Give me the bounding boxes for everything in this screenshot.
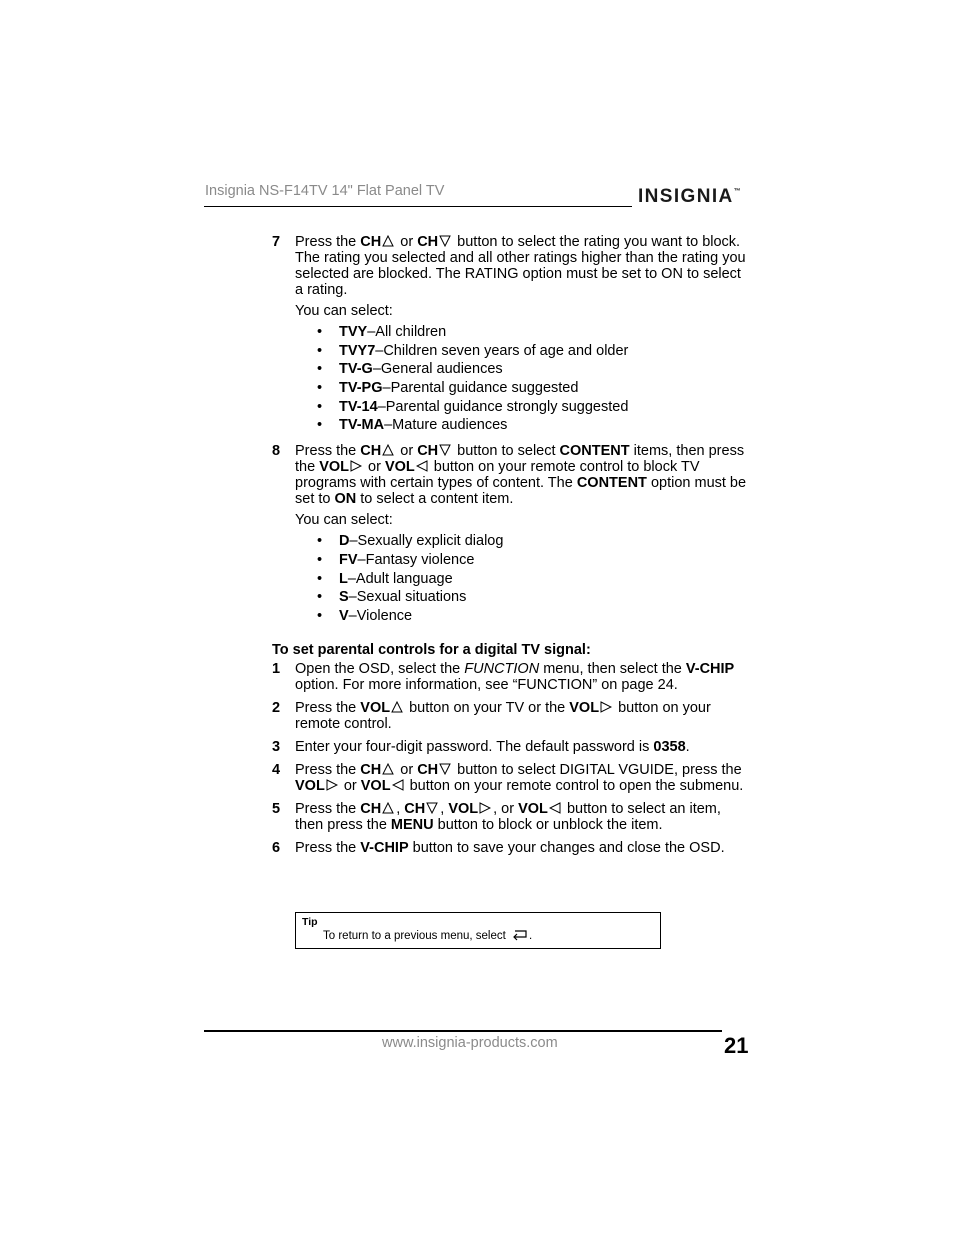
footer-divider (204, 1030, 722, 1032)
list-item (317, 416, 750, 435)
text: To return to a previous menu, select (323, 930, 510, 942)
triangle-down-icon (439, 235, 451, 247)
text: or (396, 234, 418, 250)
ch-label: CH (360, 443, 382, 460)
text: , or (493, 800, 519, 817)
step-text (295, 443, 750, 507)
digital-step-3 (272, 739, 750, 755)
item-desc: –Parental guidance suggested (382, 380, 579, 397)
vol-label: VOL (319, 459, 349, 476)
content-label: CONTENT (576, 475, 647, 492)
item-desc: –Sexual situations (348, 589, 467, 606)
you-can-select: You can select: (295, 303, 393, 319)
triangle-down-icon (439, 763, 451, 775)
step-7 (272, 234, 750, 435)
text: option must be set to (295, 475, 747, 508)
vol-label: VOL (518, 800, 548, 817)
list-item (317, 570, 750, 589)
text: button to select the rating you want to block. The rating you selected and all other ratings higher than the rating you selected are blocked. The RATING option must be set to ON to select a rating. (295, 234, 746, 298)
text: to select a content item. (356, 491, 514, 508)
ch-label: CH (360, 800, 382, 817)
item-code: D (339, 533, 350, 550)
triangle-left-icon (392, 779, 404, 791)
step-text (295, 700, 750, 732)
item-code: TVY7 (339, 342, 376, 359)
text: or (396, 761, 418, 778)
triangle-left-icon (549, 802, 561, 814)
item-desc: –Adult language (347, 570, 453, 587)
text: Press the (295, 800, 361, 817)
step-number: 5 (272, 800, 281, 817)
ch-label: CH (360, 761, 382, 778)
item-code: S (339, 589, 349, 606)
text: button to select (453, 443, 560, 460)
triangle-right-icon (479, 802, 491, 814)
text: button on your remote control to open the submenu. (405, 777, 744, 794)
step-number: 6 (272, 839, 281, 856)
ch-label: CH (417, 761, 439, 778)
item-code: FV (339, 551, 358, 568)
text: Press the (295, 699, 361, 716)
step-text (295, 840, 750, 856)
text: button on your remote control to block TV programs with certain types of content. The (295, 459, 700, 492)
list-item (317, 607, 750, 626)
text: button on your remote control. (295, 699, 711, 732)
digital-step-5 (272, 801, 750, 833)
step-number: 1 (272, 660, 281, 677)
digital-step-1 (272, 661, 750, 693)
triangle-up-icon (382, 763, 394, 775)
logo-trademark: ™ (733, 188, 741, 195)
step-text (295, 234, 750, 298)
ch-label: CH (417, 443, 439, 460)
ch-label: CH (417, 234, 439, 250)
text: , (396, 800, 405, 817)
item-code: TVY (339, 324, 368, 340)
you-can-select: You can select: (295, 512, 393, 529)
step-text (295, 762, 750, 794)
text: , (440, 800, 449, 817)
item-code: TV-PG (339, 380, 383, 397)
item-desc: –All children (367, 324, 447, 340)
section-heading: To set parental controls for a digital TV signal: (272, 641, 591, 658)
item-desc: –Fantasy violence (357, 551, 475, 568)
logo-text: INSIGNIA (638, 186, 734, 207)
list-item (317, 551, 750, 570)
page-content (272, 234, 750, 856)
item-code: L (339, 570, 348, 587)
item-code: TV-G (339, 361, 373, 378)
content-list (295, 532, 750, 625)
step-number: 3 (272, 738, 281, 755)
header-divider (204, 206, 632, 207)
text: button to block or unblock the item. (433, 816, 663, 833)
text: button to select an item, then press the (295, 800, 721, 833)
ch-label: CH (360, 234, 382, 250)
vol-label: VOL (295, 777, 325, 794)
step-number: 8 (272, 443, 281, 460)
password-value: 0358 (653, 738, 686, 755)
text: Press the (295, 839, 361, 856)
triangle-up-icon (382, 802, 394, 814)
insignia-logo (638, 186, 741, 208)
return-arrow-icon (511, 929, 529, 941)
step-number: 7 (272, 234, 281, 250)
text: Press the (295, 761, 361, 778)
tip-box (295, 912, 661, 949)
digital-step-4 (272, 762, 750, 794)
step-text (295, 661, 750, 693)
function-label: FUNCTION (464, 660, 540, 677)
vchip-label: V-CHIP (685, 660, 735, 677)
text: Press the (295, 443, 361, 460)
step-text (295, 801, 750, 833)
text: button to select DIGITAL VGUIDE, press the (453, 761, 742, 778)
triangle-right-icon (350, 460, 362, 472)
item-desc: –Children seven years of age and older (375, 342, 629, 359)
item-code: V (339, 607, 349, 624)
content-label: CONTENT (559, 443, 630, 460)
menu-label: MENU (390, 816, 434, 833)
footer-url: www.insignia-products.com (382, 1035, 558, 1051)
vol-label: VOL (360, 777, 391, 794)
tip-text (323, 929, 532, 942)
text: or (364, 459, 385, 476)
list-item (317, 360, 750, 379)
text: or (396, 443, 418, 460)
list-item (317, 398, 750, 417)
item-desc: –Sexually explicit dialog (349, 533, 504, 550)
step-number: 4 (272, 761, 281, 778)
text: . (685, 738, 690, 755)
item-code: TV-MA (339, 417, 385, 434)
triangle-right-icon (600, 701, 612, 713)
triangle-up-icon (382, 235, 394, 247)
vchip-label: V-CHIP (360, 839, 409, 856)
digital-step-2 (272, 700, 750, 732)
triangle-up-icon (391, 701, 403, 713)
text: button to save your changes and close the OSD. (408, 839, 725, 856)
triangle-down-icon (426, 802, 438, 814)
list-item (317, 323, 750, 342)
vol-label: VOL (384, 459, 415, 476)
list-item (317, 532, 750, 551)
item-desc: –General audiences (372, 361, 503, 378)
vol-label: VOL (360, 699, 391, 716)
list-item (317, 342, 750, 361)
digital-step-6 (272, 840, 750, 856)
item-desc: –Mature audiences (384, 417, 508, 434)
text: option. For more information, see “FUNCTION” on page 24. (295, 676, 678, 693)
step-number: 2 (272, 699, 281, 716)
triangle-up-icon (382, 444, 394, 456)
triangle-down-icon (439, 444, 451, 456)
text: button on your TV or the (405, 699, 570, 716)
rating-list (295, 323, 750, 435)
item-desc: –Violence (348, 607, 413, 624)
item-code: TV-14 (339, 398, 378, 415)
text: Enter your four-digit password. The default password is (295, 738, 654, 755)
text: menu, then select the (539, 660, 686, 677)
text: or (339, 777, 361, 794)
text: items, then press the (295, 443, 745, 476)
header-title: Insignia NS-F14TV 14" Flat Panel TV (205, 183, 445, 199)
on-label: ON (334, 491, 357, 508)
text: Press the (295, 234, 361, 250)
step-8 (272, 443, 750, 625)
page-number: 21 (724, 1033, 749, 1058)
item-desc: –Parental guidance strongly suggested (377, 398, 629, 415)
list-item (317, 588, 750, 607)
vol-label: VOL (448, 800, 479, 817)
step-text (295, 739, 750, 755)
vol-label: VOL (569, 699, 600, 716)
list-item (317, 379, 750, 398)
text: . (529, 930, 533, 942)
text: Open the OSD, select the (295, 660, 465, 677)
tip-label: Tip (302, 916, 318, 928)
ch-label: CH (404, 800, 426, 817)
triangle-left-icon (416, 460, 428, 472)
triangle-right-icon (326, 779, 338, 791)
